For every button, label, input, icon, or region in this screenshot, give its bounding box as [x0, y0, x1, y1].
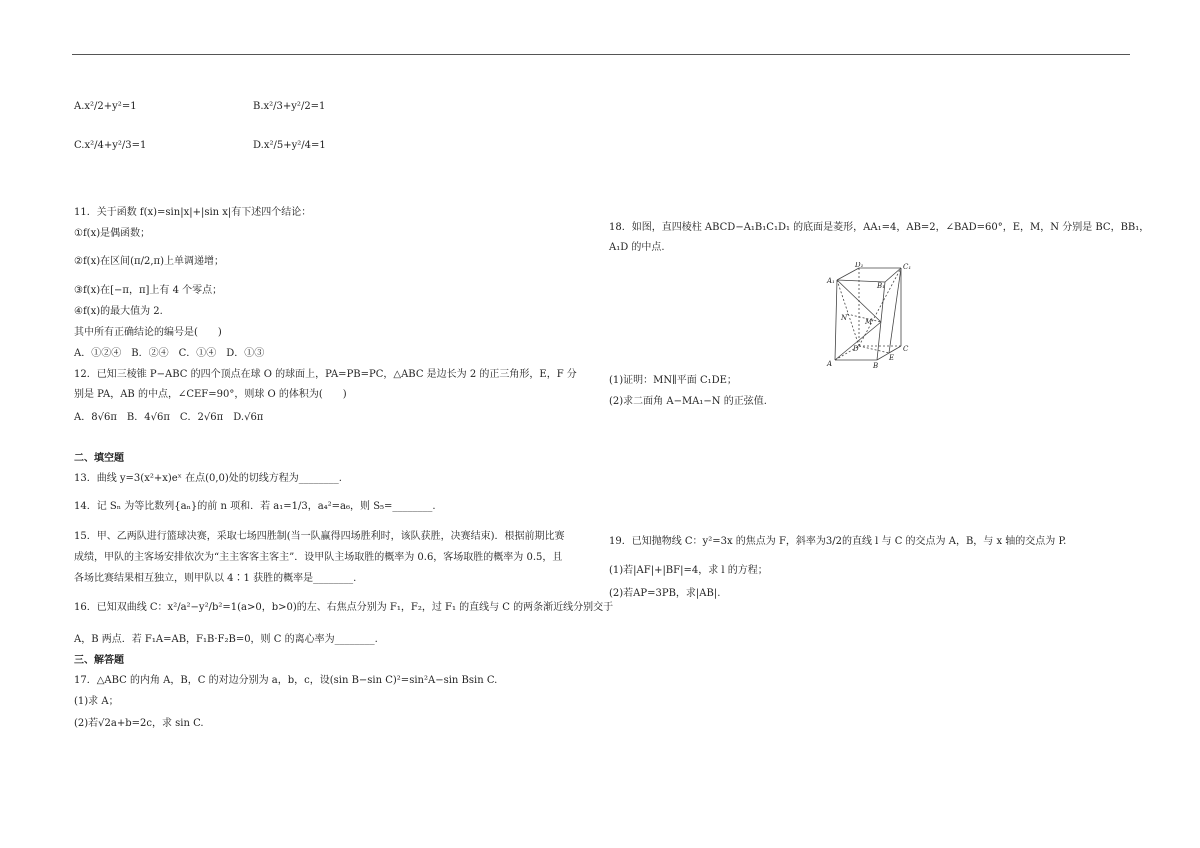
q11-stem: 11．关于函数 f(x)=sin|x|+|sin x|有下述四个结论：: [74, 207, 312, 218]
prism-figure: [825, 262, 925, 370]
question-13: 13．曲线 y=3(x²+x)eˣ 在点(0,0)处的切线方程为________.: [74, 473, 342, 484]
q16-line-2: A，B 两点．若 F₁A=AB，F₁B·F₂B=0，则 C 的离心率为________.: [74, 634, 378, 645]
label-d: D: [853, 345, 859, 353]
q12-choices: A．8√6π B．4√6π C．2√6π D.√6π: [74, 412, 264, 423]
label-a1: A₁: [827, 277, 835, 285]
q11-choices: A．①②④ B．②④ C．①④ D．①③: [74, 348, 265, 359]
q18-line-1: 18．如图，直四棱柱 ABCD−A₁B₁C₁D₁ 的底面是菱形，AA₁=4，AB=2，∠BAD=60°，E，M，N 分别是 BC，BB₁，: [609, 222, 1150, 233]
q12-line-1: 12．已知三棱锥 P−ABC 的四个顶点在球 O 的球面上，PA=PB=PC，△ABC 是边长为 2 的正三角形，E，F 分: [74, 369, 577, 380]
q17-part-1: (1)求 A；: [74, 696, 119, 707]
option-d: D.x²/5+y²/4=1: [253, 140, 326, 151]
label-e: E: [889, 354, 895, 362]
label-b: B: [873, 362, 879, 370]
q12-line-2: 别是 PA，AB 的中点，∠CEF=90°，则球 O 的体积为( ): [74, 389, 347, 400]
label-c1: C₁: [903, 263, 912, 271]
q11-statement-4: ④f(x)的最大值为 2.: [74, 306, 163, 317]
q19-stem: 19．已知抛物线 C：y²=3x 的焦点为 F，斜率为3/2的直线 l 与 C 的交点为 A，B，与 x 轴的交点为 P.: [609, 536, 1067, 547]
q15-line-3: 各场比赛结果相互独立，则甲队以 4∶1 获胜的概率是________.: [74, 573, 357, 584]
label-b1: B₁: [877, 282, 885, 290]
section-solutions: 三、解答题: [74, 655, 124, 666]
q18-part-2: (2)求二面角 A−MA₁−N 的正弦值.: [609, 396, 767, 407]
option-b: B.x²/3+y²/2=1: [253, 101, 326, 112]
q15-line-2: 成绩，甲队的主客场安排依次为“主主客客主客主”．设甲队主场取胜的概率为 0.6，客场取胜的概率为 0.5，且: [74, 552, 563, 563]
label-c: C: [903, 345, 909, 353]
q11-statement-3: ③f(x)在[−π，π]上有 4 个零点；: [74, 285, 223, 296]
option-c: C.x²/4+y²/3=1: [74, 140, 147, 151]
q11-ask: 其中所有正确结论的编号是( ): [74, 327, 222, 338]
q16-line-1: 16．已知双曲线 C：x²/a²−y²/b²=1(a>0，b>0)的左、右焦点分别为 F₁，F₂，过 F₁ 的直线与 C 的两条渐近线分别交于: [74, 602, 614, 613]
q17-part-2: (2)若√2a+b=2c，求 sin C.: [74, 718, 204, 729]
q19-part-1: (1)若|AF|+|BF|=4，求 l 的方程；: [609, 565, 768, 576]
header-rule: [72, 54, 1130, 55]
label-a: A: [827, 360, 833, 368]
q18-part-1: (1)证明：MN∥平面 C₁DE；: [609, 375, 737, 386]
option-a: A.x²/2+y²=1: [74, 101, 137, 112]
q18-line-2: A₁D 的中点.: [609, 242, 665, 253]
label-m: M: [865, 318, 873, 326]
label-n: N: [841, 314, 848, 322]
q11-statement-1: ①f(x)是偶函数；: [74, 228, 151, 239]
label-d1: D₁: [855, 262, 864, 269]
question-14: 14．记 Sₙ 为等比数列{aₙ}的前 n 项和．若 a₁=1/3，a₄²=a₆，则 S₅=________.: [74, 501, 436, 512]
q17-stem: 17．△ABC 的内角 A，B，C 的对边分别为 a，b，c，设(sin B−sin C)²=sin²A−sin Bsin C.: [74, 675, 498, 686]
q19-part-2: (2)若AP=3PB，求|AB|.: [609, 588, 721, 599]
q11-statement-2: ②f(x)在区间(π/2,π)上单调递增；: [74, 256, 224, 267]
q15-line-1: 15．甲、乙两队进行篮球决赛，采取七场四胜制(当一队赢得四场胜利时，该队获胜，决赛结束)．根据前期比赛: [74, 531, 565, 542]
section-fill-in: 二、填空题: [74, 453, 124, 464]
